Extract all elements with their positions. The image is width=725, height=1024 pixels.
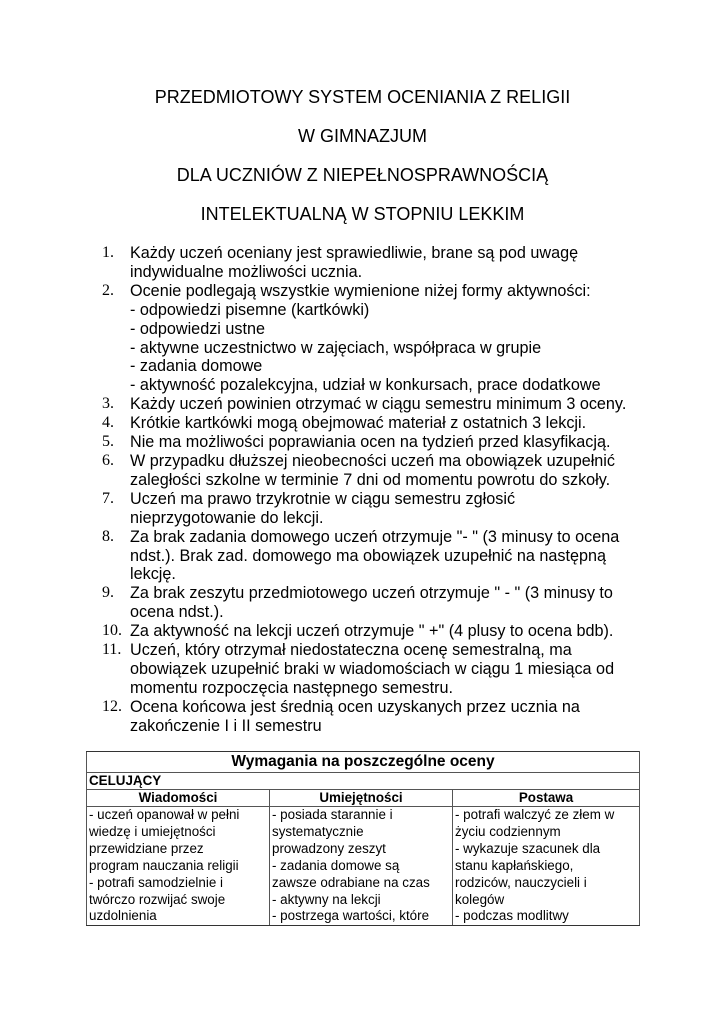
cell-postawa (453, 807, 640, 926)
cell-text-line: - potrafi samodzielnie i (89, 874, 223, 890)
cell-text-line: rodziców, nauczycieli i (455, 874, 587, 890)
rule-number: 5. (102, 433, 114, 451)
rule-number: 7. (102, 489, 114, 507)
rule-item (0, 395, 725, 414)
rule-number: 3. (102, 395, 114, 413)
requirements-table-title: Wymagania na poszczególne oceny (87, 752, 640, 773)
cell-text-line: twórczo rozwijać swoje (89, 891, 226, 907)
rule-text-line: - aktywne uczestnictwo w zajęciach, współpraca w grupie (130, 338, 542, 357)
cell-text-line: uzdolnienia (89, 908, 157, 924)
title-line-3: DLA UCZNIÓW Z NIEPEŁNOSPRAWNOŚCIĄ (176, 165, 549, 185)
rule-text-line: Każdy uczeń powinien otrzymać w ciągu semestru minimum 3 oceny. (130, 395, 627, 414)
cell-text-line: - zadania domowe są (272, 857, 400, 873)
rule-number: 2. (102, 281, 114, 299)
cell-text-line: życiu codziennym (455, 823, 561, 839)
cell-text-line: - potrafi walczyć ze złem w (455, 807, 615, 822)
column-header-wiadomosci: Wiadomości (87, 790, 270, 807)
rule-text-line: - aktywność pozalekcyjna, udział w konkursach, prace dodatkowe (130, 376, 601, 395)
rule-text-line: obowiązek uzupełnić braki w wiadomościach w ciągu 1 miesiąca od (130, 659, 615, 678)
rule-number: 4. (102, 414, 114, 432)
rule-text-line: Nie ma możliwości poprawiania ocen na tydzień przed klasyfikacją. (130, 433, 611, 452)
rule-text-line: Każdy uczeń oceniany jest sprawiedliwie, brane są pod uwagę (130, 244, 579, 262)
rule-number: 11. (102, 641, 122, 659)
rule-number: 12. (102, 697, 122, 715)
rule-text-line: Uczeń ma prawo trzykrotnie w ciągu semestru zgłosić (130, 489, 516, 508)
grade-label: CELUJĄCY (87, 773, 640, 790)
rule-text-line: momentu rozpoczęcia następnego semestru. (130, 678, 454, 697)
rule-text-line: ocena ndst.). (130, 603, 224, 622)
rule-number: 1. (102, 244, 114, 261)
rule-item (0, 528, 725, 585)
rule-text-line: - odpowiedzi ustne (130, 319, 265, 338)
cell-text-line: - aktywny na lekcji (272, 891, 381, 907)
rule-text-line: - odpowiedzi pisemne (kartkówki) (130, 300, 370, 319)
cell-text-line: przewidziane przez (89, 840, 204, 856)
rule-text-line: Uczeń, który otrzymał niedostateczna ocenę semestralną, ma (130, 641, 572, 660)
cell-wiadomosci (87, 807, 270, 926)
requirements-table (86, 751, 640, 926)
rule-item (0, 490, 725, 528)
cell-text-line: - podczas modlitwy (455, 908, 569, 924)
rule-item (0, 452, 725, 490)
rule-text-line: Za brak zeszytu przedmiotowego uczeń otrzymuje " - " (3 minusy to (130, 584, 613, 603)
rule-text-line: indywidualne możliwości ucznia. (130, 262, 363, 281)
cell-text-line: - postrzega wartości, które (272, 908, 430, 924)
rule-text-line: lekcję. (130, 565, 176, 584)
rule-number: 10. (102, 622, 122, 640)
rule-text-line: Ocena końcowa jest średnią ocen uzyskanych przez ucznia na (130, 697, 580, 716)
cell-text-line: - wykazuje szacunek dla (455, 840, 601, 856)
cell-text-line: - uczeń opanował w pełni (89, 807, 240, 822)
rule-item (0, 244, 725, 282)
rule-text-line: zaległości szkolne w terminie 7 dni od momentu powrotu do szkoły. (130, 470, 611, 489)
rule-text-line: W przypadku dłuższej nieobecności uczeń ma obowiązek uzupełnić (130, 451, 615, 470)
rule-item (0, 433, 725, 452)
cell-text-line: zawsze odrabiane na czas (272, 874, 430, 890)
rule-item (0, 414, 725, 433)
rule-text-line: Ocenie podlegają wszystkie wymienione niżej formy aktywności: (130, 281, 591, 300)
rule-text-line: - zadania domowe (130, 357, 263, 376)
cell-text-line: program nauczania religii (89, 857, 239, 873)
rule-number: 9. (102, 584, 114, 602)
rule-number: 6. (102, 451, 114, 469)
title-line-2: W GIMNAZJUM (298, 126, 427, 146)
rules-list (0, 244, 725, 736)
rule-text-line: zakończenie I i II semestru (130, 716, 322, 735)
rule-text-line: nieprzygotowanie do lekcji. (130, 508, 324, 527)
column-header-umiejetnosci: Umiejętności (270, 790, 453, 807)
rule-number: 8. (102, 527, 114, 545)
cell-text-line: kolegów (455, 891, 505, 907)
cell-text-line: systematycznie (272, 823, 364, 839)
cell-text-line: prowadzony zeszyt (272, 840, 386, 856)
rule-text-line: Za brak zadania domowego uczeń otrzymuje "- " (3 minusy to ocena (130, 527, 620, 546)
document-title (0, 88, 725, 224)
rule-item (0, 584, 725, 622)
cell-umiejetnosci (270, 807, 453, 926)
rule-item (0, 622, 725, 641)
rule-item (0, 641, 725, 698)
rule-item (0, 698, 725, 736)
column-header-postawa: Postawa (453, 790, 640, 807)
rule-text-line: Za aktywność na lekcji uczeń otrzymuje " +" (4 plusy to ocena bdb). (130, 622, 614, 641)
rule-text-line: ndst.). Brak zad. domowego ma obowiązek uzupełnić na następną (130, 546, 607, 565)
rule-item (0, 282, 725, 395)
rule-text-line: Krótkie kartkówki mogą obejmować materiał z ostatnich 3 lekcji. (130, 414, 587, 433)
title-line-4: INTELEKTUALNĄ W STOPNIU LEKKIM (200, 204, 525, 224)
cell-text-line: - posiada starannie i (272, 807, 393, 822)
cell-text-line: wiedzę i umiejętności (89, 823, 216, 839)
title-line-1: PRZEDMIOTOWY SYSTEM OCENIANIA Z RELIGII (154, 87, 571, 107)
cell-text-line: stanu kapłańskiego, (455, 857, 574, 873)
